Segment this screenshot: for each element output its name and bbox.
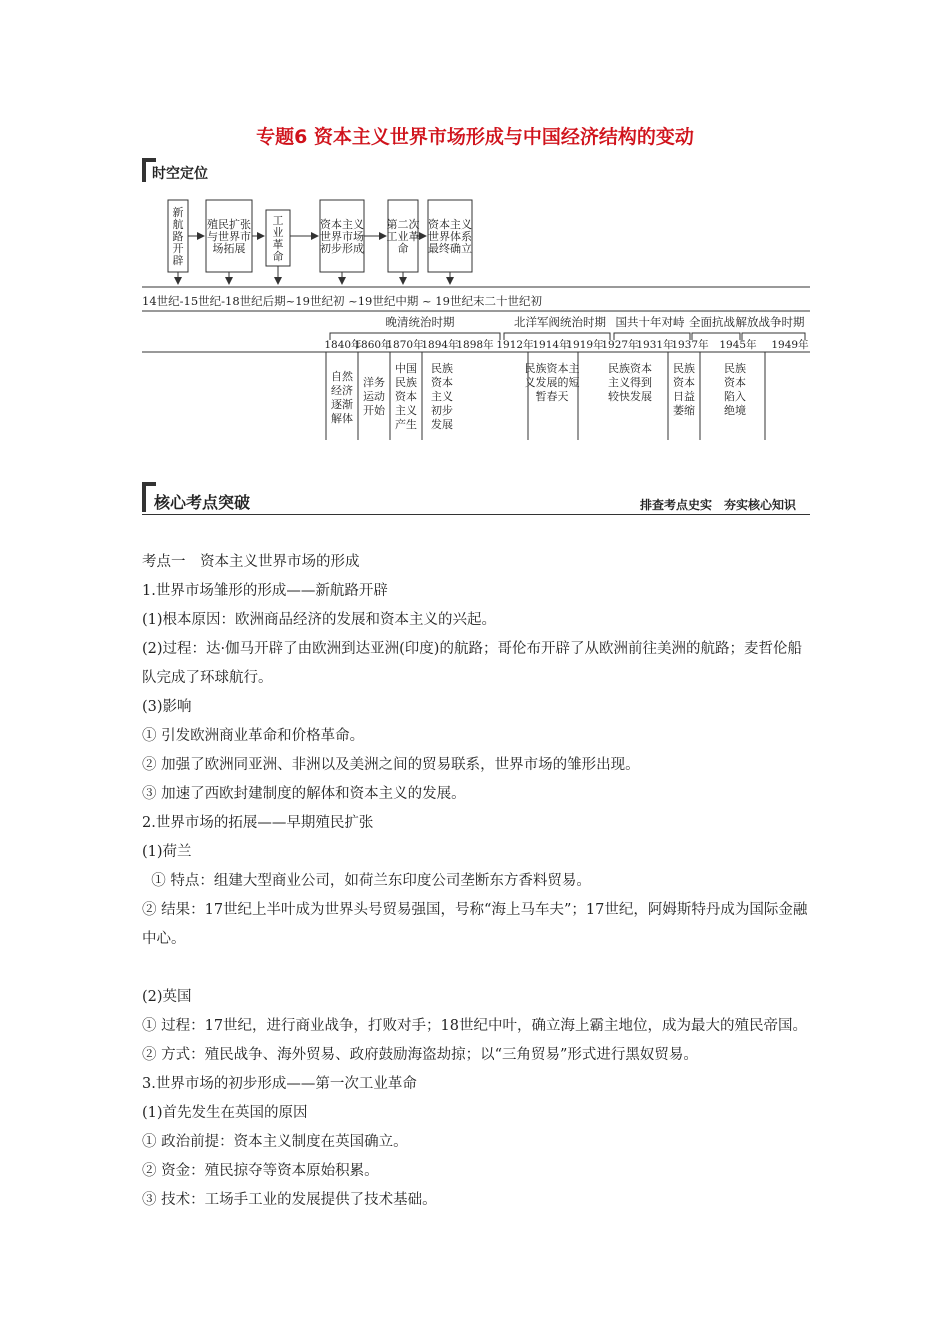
world-box-label: 工业革命 [272,214,284,263]
year-label: 1927年 [601,339,639,351]
body-paragraph: ② 结果：17世纪上半叶成为世界头号贸易强国，号称“海上马车夫”；17世纪，阿姆斯特丹成为国际金融中心。 [142,902,808,947]
year-label: 1840年 [324,339,362,351]
year-label: 1912年 [496,339,534,351]
year-label: 1898年 [456,339,494,351]
year-label: 1894年 [421,339,459,351]
body-paragraph: (1)首先发生在英国的原因 [142,1105,308,1121]
year-label: 1931年 [636,339,674,351]
body-paragraph: ② 加强了欧洲同亚洲、非洲以及美洲之间的贸易联系，世界市场的雏形出现。 [142,757,640,773]
section-divider [142,514,810,515]
world-box-label: 第二次工业革命 [386,218,420,255]
body-paragraph: (3)影响 [142,699,192,715]
world-axis-label: 14世纪-15世纪-18世纪后期~19世纪初 ~19世纪中期 ~ 19世纪末二十世纪初 [142,294,542,308]
body-paragraph: (2)英国 [142,989,192,1005]
china-item: 民族资本日益萎缩 [673,362,695,417]
period-label: 国共十年对峙 [615,315,685,329]
body-paragraph: (1)根本原因：欧洲商品经济的发展和资本主义的兴起。 [142,612,497,628]
china-item: 民族资本陷入绝境 [724,362,746,417]
body-paragraph: ① 过程：17世纪，进行商业战争，打败对手；18世纪中叶，确立海上霸主地位，成为最大的殖民帝国。 [142,1018,808,1034]
body-paragraph: 考点一 资本主义世界市场的形成 [142,554,360,570]
body-paragraph: 3.世界市场的初步形成——第一次工业革命 [142,1076,417,1092]
year-label: 1919年 [566,339,604,351]
body-paragraph: ① 政治前提：资本主义制度在英国确立。 [142,1134,408,1150]
world-box-label: 新航路开辟 [172,206,184,267]
year-label: 1870年 [386,339,424,351]
body-paragraph: (2)过程：达·伽马开辟了由欧洲到达亚洲(印度)的航路；哥伦布开辟了从欧洲前往美洲的航路；麦哲伦船队完成了环球航行。 [142,641,802,686]
section-subtitle-core: 排查考点史实 夯实核心知识 [640,498,797,512]
body-paragraph: ① 特点：组建大型商业公司，如荷兰东印度公司垄断东方香料贸易。 [142,873,591,889]
body-paragraph: ② 资金：殖民掠夺等资本原始积累。 [142,1163,379,1179]
body-paragraph: (1)荷兰 [142,844,192,860]
body-paragraph [142,954,812,983]
section-title-core: 核心考点突破 [154,493,251,512]
period-label: 解放战争时期 [735,315,805,329]
period-label: 北洋军阀统治时期 [514,315,606,329]
period-label: 晚清统治时期 [385,315,455,329]
year-label: 1937年 [671,339,709,351]
china-item: 民族资本主义初步发展 [431,362,453,431]
body-paragraph: 1.世界市场雏形的形成——新航路开辟 [142,583,388,599]
china-item: 民族资本主义得到较快发展 [608,362,652,403]
year-label: 1949年 [771,339,809,351]
period-label: 全面抗战 [689,315,735,329]
body-text [142,548,812,1215]
china-item: 中国民族资本主义产生 [395,362,417,431]
body-paragraph: ③ 技术：工场手工业的发展提供了技术基础。 [142,1192,437,1208]
body-paragraph: ③ 加速了西欧封建制度的解体和资本主义的发展。 [142,786,466,802]
year-label: 1945年 [719,339,757,351]
year-label: 1860年 [354,339,392,351]
china-item: 洋务运动开始 [363,376,385,417]
body-paragraph: ② 方式：殖民战争、海外贸易、政府鼓励海盗劫掠；以“三角贸易”形式进行黑奴贸易。 [142,1047,698,1063]
timeline-diagram [0,0,950,460]
year-label: 1914年 [532,339,570,351]
world-box-label: 资本主义世界体系最终确立 [428,218,472,255]
world-box-label: 资本主义世界市场初步形成 [320,218,364,255]
body-paragraph: ① 引发欧洲商业革命和价格革命。 [142,728,365,744]
world-box-label: 殖民扩张与世界市场拓展 [207,218,251,255]
body-paragraph: 2.世界市场的拓展——早期殖民扩张 [142,815,374,831]
page-title: 专题6 资本主义世界市场形成与中国经济结构的变动 [256,126,694,148]
china-item: 自然经济逐渐解体 [331,370,353,425]
china-item: 民族资本主义发展的短暂春天 [524,362,580,403]
section-title-timeline: 时空定位 [152,166,208,182]
